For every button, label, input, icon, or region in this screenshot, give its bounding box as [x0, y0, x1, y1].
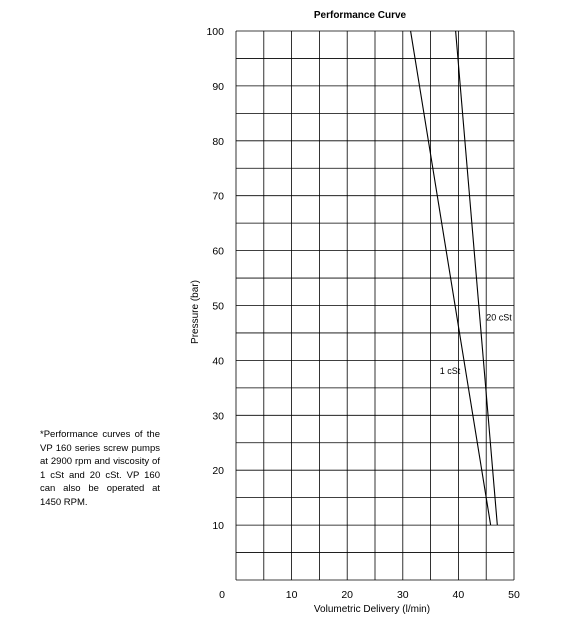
annotations — [440, 312, 512, 376]
y-tick-label: 80 — [212, 135, 224, 148]
y-tick-label: 90 — [212, 80, 224, 93]
y-tick-label: 60 — [212, 245, 224, 258]
x-tick-label: 30 — [396, 589, 409, 601]
y-tick-label: 10 — [212, 520, 224, 533]
x-tick-label: 10 — [285, 589, 298, 601]
y-tick-label: 40 — [212, 355, 224, 368]
grid — [236, 31, 514, 580]
y-tick-label: 50 — [212, 300, 224, 313]
x-tick-label: 40 — [452, 589, 465, 601]
x-tick-label: 50 — [508, 589, 520, 601]
y-tick-label: 100 — [206, 26, 224, 38]
chart-title: Performance Curve — [313, 10, 407, 21]
series-annotation: 20 cSt — [486, 312, 512, 323]
performance-note: *Performance curves of the VP 160 series screw pumps at 2900 rpm and viscosity of 1 cSt and 20 cSt. VP 160 can also be operated at 1450 RPM. — [40, 429, 160, 508]
series-annotation: 1 cSt — [439, 366, 461, 377]
x-axis-label: Volumetric Delivery (l/min) — [313, 604, 431, 615]
x-tick-label: 20 — [341, 589, 354, 601]
tick-labels — [206, 26, 520, 601]
y-tick-label: 20 — [212, 465, 224, 478]
y-tick-label: 70 — [212, 190, 224, 203]
y-tick-label: 30 — [212, 410, 224, 423]
y-axis-label: Pressure (bar) — [190, 280, 201, 344]
x-tick-label: 0 — [219, 589, 225, 601]
